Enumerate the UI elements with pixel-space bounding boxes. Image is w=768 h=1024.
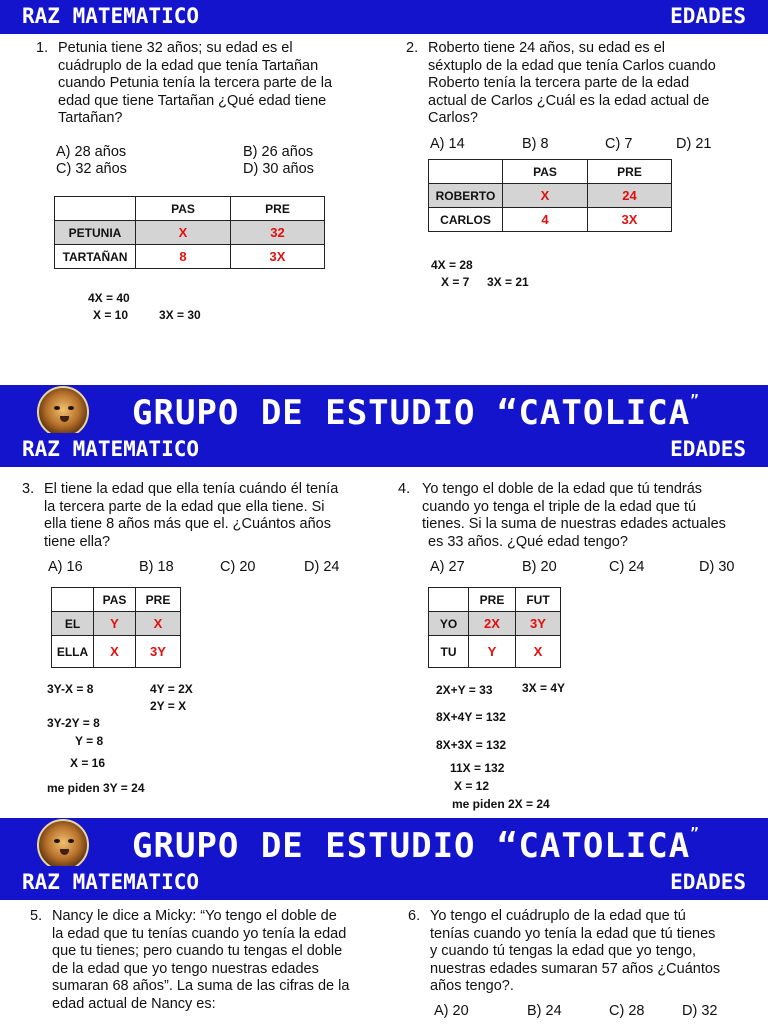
option-c: C) 7 [605,136,633,152]
text-line: séxtuplo de la edad que tenía Carlos cuando [428,57,716,74]
problem-number: 6. [408,908,421,924]
table-cell: 24 [588,184,672,208]
problem-number: 5. [30,908,43,924]
work-line: 8X+3X = 132 [436,738,507,752]
option-d: D) 30 [699,559,735,575]
table-cell: 3X [231,245,325,269]
header-left: RAZ MATEMATICO [22,870,200,894]
text-line: Yo tengo el doble de la edad que tú tendrás [422,481,703,497]
work-line: 3Y-2Y = 8 [47,716,100,730]
table-cell: X [94,636,136,668]
text-line: tienes. Si la suma de nuestras edades actuales [422,516,726,532]
option-a: A) 20 [434,1003,469,1019]
header-right: EDADES [670,437,746,461]
text-line: tenías cuando yo tenía la edad que tú tienes [430,925,716,942]
header-left: RAZ MATEMATICO [22,4,200,28]
table-header [52,588,94,612]
section-header-3 [0,866,768,900]
problem-text [44,481,338,551]
text-line: Yo tengo el cuádruplo de la edad que tú [430,908,686,924]
row-label: ROBERTO [429,184,503,208]
header-right: EDADES [670,4,746,28]
table-cell: Y [469,636,516,668]
text-line: El tiene la edad que ella tenía cuándo él tenía [44,481,339,497]
option-d: D) 21 [676,136,712,152]
table-cell: X [503,184,588,208]
table-header: PRE [469,588,516,612]
text-line: la tercera parte de la edad que ella tiene. Si [44,498,325,515]
work-line: me piden 2X = 24 [452,797,550,811]
tiger-logo-icon [37,819,89,871]
text-line: edad que tiene Tartañan ¿Qué edad tiene [58,92,327,109]
table-header: FUT [516,588,561,612]
row-label: YO [429,612,469,636]
work-line: 11X = 132 [450,761,505,775]
work-line: 3X = 21 [487,275,529,289]
table-header: PAS [136,197,231,221]
table-cell: 2X [469,612,516,636]
option-b: B) 18 [139,559,174,575]
work-line: 3X = 4Y [522,681,566,695]
work-line: 3X = 30 [159,308,201,322]
text-line: Carlos? [428,110,478,126]
age-table-2 [428,159,672,232]
table-header: PAS [503,160,588,184]
option-c: C) 28 [609,1003,645,1019]
header-right: EDADES [670,870,746,894]
text-line: nuestras edades sumaran 57 años ¿Cuántos [430,960,721,977]
row-label: TU [429,636,469,668]
text-line: años tengo?. [430,978,514,994]
text-line: cuando Petunia tenía la tercera parte de la [58,75,333,91]
work-line: 2X+Y = 33 [436,683,493,697]
age-table-1 [54,196,325,269]
table-cell: 8 [136,245,231,269]
table-cell: X [516,636,561,668]
text-line: edad actual de Nancy es: [52,995,216,1012]
problem-text [52,908,349,1013]
table-cell: 4 [503,208,588,232]
work-line: 8X+4Y = 132 [436,710,506,724]
option-b: B) 24 [527,1003,562,1019]
option-c: C) 32 años [56,161,127,177]
table-cell: X [136,612,181,636]
text-line: actual de Carlos ¿Cuál es la edad actual de [428,92,710,109]
text-line: cuádruplo de la edad que tenía Tartañan [58,57,319,74]
banner-title [132,826,700,866]
banner-title-text: GRUPO DE ESTUDIO “CATOLICA [132,393,691,433]
table-cell: 3X [588,208,672,232]
table-cell: Y [94,612,136,636]
option-a: A) 14 [430,136,465,152]
row-label: CARLOS [429,208,503,232]
text-line: de la edad que yo tengo nuestras edades [52,960,319,977]
option-b: B) 20 [522,559,557,575]
text-line: ella tiene 8 años más que el. ¿Cuántos años [44,516,331,532]
work-line: X = 10 [93,308,129,322]
work-line: X = 7 [441,275,470,289]
option-d: D) 30 años [243,161,314,177]
banner-title-tail: ” [690,393,700,409]
work-line: 4Y = 2X [150,682,193,696]
text-line: es 33 años. ¿Qué edad tengo? [428,533,628,550]
table-header [55,197,136,221]
table-header: PRE [136,588,181,612]
table-cell: 32 [231,221,325,245]
banner-title-tail: ” [690,826,700,842]
text-line: cuando yo tenga el triple de la edad que tú [422,498,697,515]
option-c: C) 24 [609,559,645,575]
row-label: PETUNIA [55,221,136,245]
header-left: RAZ MATEMATICO [22,437,200,461]
work-line: X = 16 [70,756,106,770]
age-table-3 [51,587,181,668]
problem-text [428,40,716,128]
text-line: Roberto tiene 24 años, su edad es el [428,40,665,56]
table-header: PRE [588,160,672,184]
table-cell: 3Y [516,612,561,636]
text-line: que tu tienes; pero cuando tu tengas el doble [52,943,343,959]
text-line: Roberto tenía la tercera parte de la edad [428,75,690,91]
option-d: D) 32 [682,1003,718,1019]
work-line: 4X = 40 [88,291,130,305]
table-cell: X [136,221,231,245]
table-header: PAS [94,588,136,612]
section-header-2 [0,433,768,467]
work-line: Y = 8 [75,734,104,748]
table-header [429,160,503,184]
age-table-4 [428,587,561,668]
banner-title [132,393,700,433]
problem-number: 1. [36,40,49,56]
problem-text [430,908,720,996]
work-line: 3Y-X = 8 [47,682,94,696]
work-line: 4X = 28 [431,258,473,272]
text-line: sumaran 68 años”. La suma de las cifras de la [52,978,350,994]
work-line: 2Y = X [150,699,187,713]
problem-number: 2. [406,40,419,56]
option-c: C) 20 [220,559,256,575]
text-line: y cuando tú tengas la edad que yo tengo, [430,943,697,959]
option-a: A) 27 [430,559,465,575]
option-a: A) 16 [48,559,83,575]
problem-text [422,481,726,551]
text-line: Petunia tiene 32 años; su edad es el [58,40,293,56]
section-header-1 [0,0,768,34]
option-b: B) 26 años [243,144,314,160]
text-line: la edad que tu tenías cuando yo tenía la edad [52,925,347,942]
banner-title-text: GRUPO DE ESTUDIO “CATOLICA [132,826,691,866]
text-line: Nancy le dice a Micky: “Yo tengo el doble de [52,908,337,924]
text-line: tiene ella? [44,533,111,550]
option-d: D) 24 [304,559,340,575]
row-label: ELLA [52,636,94,668]
problem-number: 4. [398,481,411,497]
problem-number: 3. [22,481,35,497]
tiger-logo-icon [37,386,89,438]
table-cell: 3Y [136,636,181,668]
work-line: me piden 3Y = 24 [47,781,145,795]
option-b: B) 8 [522,136,549,152]
row-label: EL [52,612,94,636]
text-line: Tartañan? [58,110,123,126]
problem-text [58,40,332,128]
table-header [429,588,469,612]
option-a: A) 28 años [56,144,127,160]
work-line: X = 12 [454,779,490,793]
row-label: TARTAÑAN [55,245,136,269]
table-header: PRE [231,197,325,221]
